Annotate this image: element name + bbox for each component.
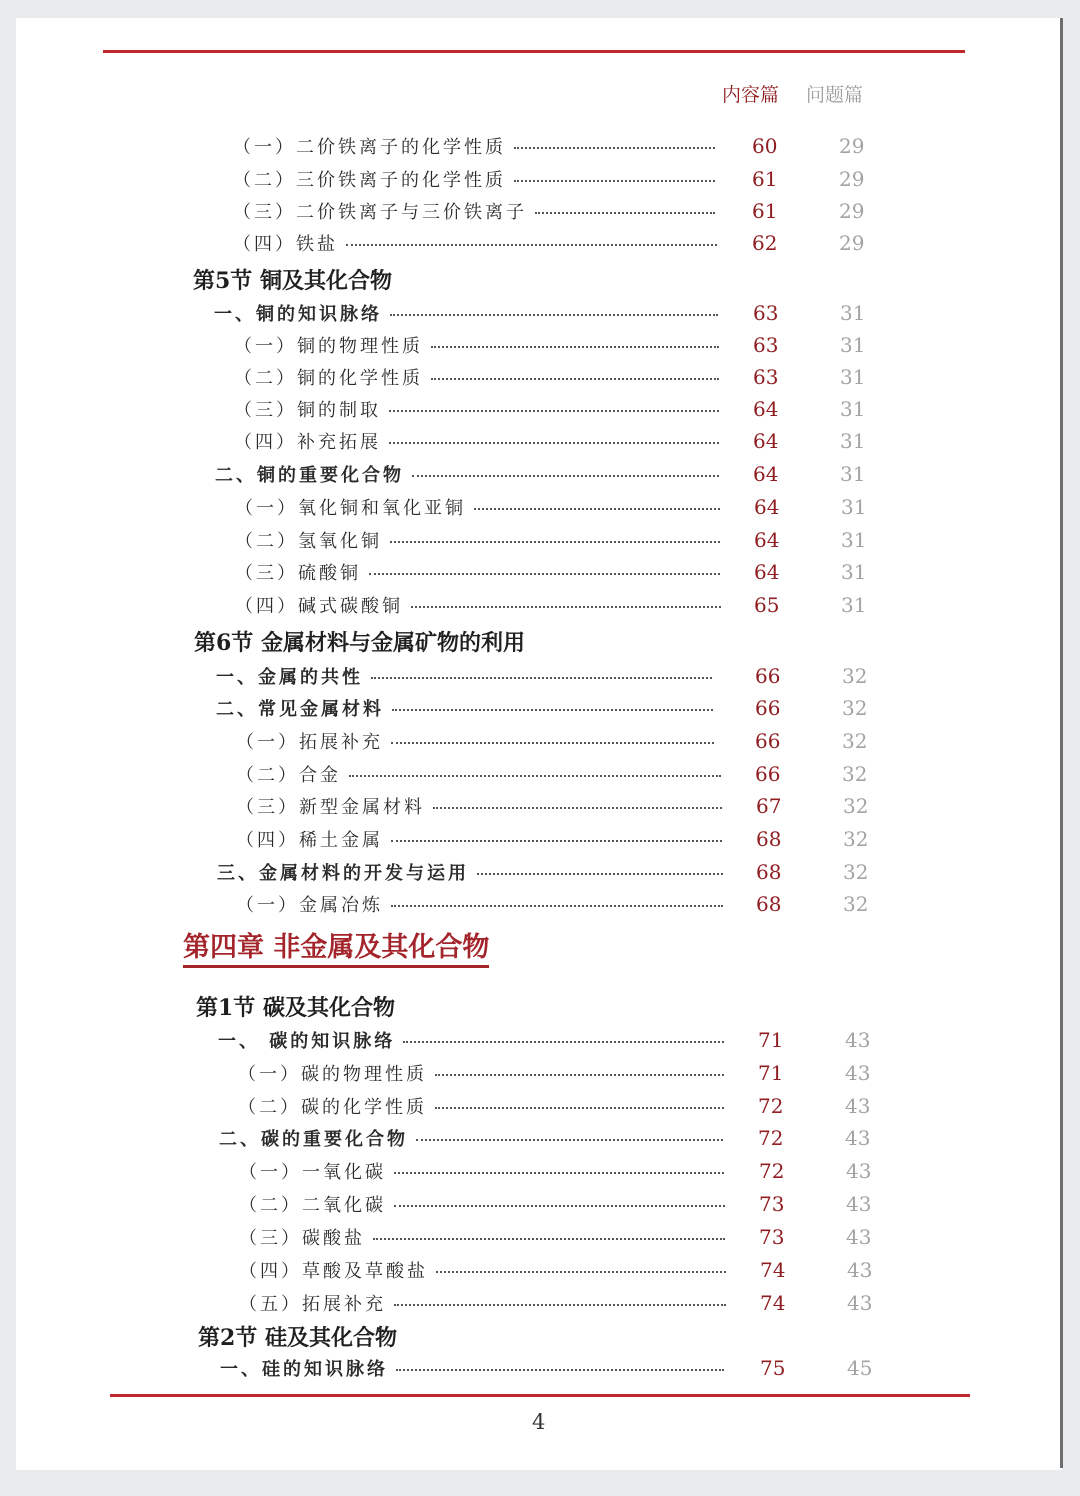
content-page-number: 74 xyxy=(760,1258,786,1282)
problem-page-number: 32 xyxy=(843,860,869,884)
content-page-number: 60 xyxy=(752,134,778,158)
toc-row xyxy=(234,362,727,392)
leader-dots xyxy=(346,244,717,246)
content-page-number: 67 xyxy=(756,794,782,818)
content-page-number: 66 xyxy=(755,664,781,688)
problem-page-number: 43 xyxy=(847,1258,873,1282)
problem-page-number: 32 xyxy=(843,892,869,916)
leader-dots xyxy=(373,1238,725,1240)
toc-row xyxy=(239,1222,733,1252)
toc-entry-label: 二、碳的重要化合物 xyxy=(219,1129,408,1150)
content-page-number: 73 xyxy=(759,1225,785,1249)
content-page-number: 71 xyxy=(758,1028,784,1052)
toc-entry-label: 二、铜的重要化合物 xyxy=(215,465,404,486)
leader-dots xyxy=(394,1172,724,1174)
page-number: 4 xyxy=(532,1410,546,1434)
top-rule xyxy=(103,50,965,53)
problem-page-number: 32 xyxy=(842,664,868,688)
chapter-heading: 第四章 非金属及其化合物 xyxy=(183,925,489,968)
toc-entry-label: （五）拓展补充 xyxy=(239,1294,386,1315)
toc-entry-label: （二）二氧化碳 xyxy=(239,1195,386,1216)
content-page-number: 65 xyxy=(754,593,780,617)
leader-dots xyxy=(349,775,721,777)
content-page-number: 66 xyxy=(755,696,781,720)
content-page-number: 73 xyxy=(759,1192,785,1216)
problem-page-number: 31 xyxy=(841,560,867,584)
toc-row xyxy=(236,824,730,854)
toc-row xyxy=(216,693,721,723)
toc-entry-label: （四）碱式碳酸铜 xyxy=(235,596,403,617)
leader-dots xyxy=(391,905,723,907)
content-page-number: 71 xyxy=(758,1061,784,1085)
toc-row xyxy=(238,1091,732,1121)
content-page-number: 68 xyxy=(756,827,782,851)
bottom-rule xyxy=(110,1394,970,1397)
toc-row xyxy=(214,298,726,328)
toc-entry-label: （四）补充拓展 xyxy=(234,432,381,453)
content-page-number: 64 xyxy=(754,560,780,584)
toc-row xyxy=(217,857,731,887)
column-header-content: 内容篇 xyxy=(722,84,780,106)
toc-row xyxy=(233,131,723,161)
toc-entry-label: （一）二价铁离子的化学性质 xyxy=(233,137,506,158)
problem-page-number: 43 xyxy=(845,1061,871,1085)
toc-row xyxy=(216,661,720,691)
leader-dots xyxy=(514,147,715,149)
toc-row xyxy=(235,492,728,522)
leader-dots xyxy=(436,1271,726,1273)
toc-entry-label: （三）新型金属材料 xyxy=(236,797,425,818)
toc-entry-label: 二、常见金属材料 xyxy=(216,699,384,720)
content-page-number: 66 xyxy=(755,762,781,786)
content-page-number: 64 xyxy=(754,495,780,519)
toc-row xyxy=(233,196,723,226)
content-page-number: 64 xyxy=(753,462,779,486)
toc-row xyxy=(219,1123,731,1153)
leader-dots xyxy=(389,442,719,444)
toc-row xyxy=(235,525,728,555)
toc-entry-label: （一）一氧化碳 xyxy=(239,1162,386,1183)
toc-row xyxy=(236,726,722,756)
leader-dots xyxy=(474,508,720,510)
leader-dots xyxy=(403,1041,724,1043)
section-heading: 第2节 硅及其化合物 xyxy=(198,1325,397,1351)
toc-row xyxy=(234,330,727,360)
toc-row xyxy=(233,228,725,258)
problem-page-number: 31 xyxy=(841,495,867,519)
leader-dots xyxy=(411,606,721,608)
content-page-number: 72 xyxy=(758,1126,784,1150)
problem-page-number: 29 xyxy=(839,134,865,158)
toc-entry-label: （二）合金 xyxy=(236,765,341,786)
content-page-number: 64 xyxy=(753,429,779,453)
problem-page-number: 29 xyxy=(839,167,865,191)
toc-row xyxy=(235,557,728,587)
leader-dots xyxy=(394,1205,725,1207)
leader-dots xyxy=(433,807,722,809)
problem-page-number: 43 xyxy=(846,1225,872,1249)
leader-dots xyxy=(369,573,720,575)
problem-page-number: 32 xyxy=(842,696,868,720)
toc-row xyxy=(215,459,727,489)
toc-entry-label: （二）铜的化学性质 xyxy=(234,368,423,389)
toc-row xyxy=(233,164,723,194)
leader-dots xyxy=(431,346,719,348)
toc-row xyxy=(236,791,730,821)
toc-row xyxy=(235,590,729,620)
toc-entry-label: （三）二价铁离子与三价铁离子 xyxy=(233,202,527,223)
problem-page-number: 31 xyxy=(841,593,867,617)
toc-entry-label: 三、金属材料的开发与运用 xyxy=(217,863,469,884)
section-heading: 第5节 铜及其化合物 xyxy=(193,268,392,294)
leader-dots xyxy=(435,1074,724,1076)
leader-dots xyxy=(396,1369,724,1371)
toc-entry-label: 一、 碳的知识脉络 xyxy=(218,1031,396,1052)
problem-page-number: 32 xyxy=(843,794,869,818)
problem-page-number: 43 xyxy=(845,1094,871,1118)
toc-entry-label: （二）三价铁离子的化学性质 xyxy=(233,170,506,191)
content-page-number: 75 xyxy=(760,1356,786,1380)
toc-entry-label: 一、铜的知识脉络 xyxy=(214,304,382,325)
problem-page-number: 29 xyxy=(839,199,865,223)
content-page-number: 64 xyxy=(753,397,779,421)
toc-row xyxy=(239,1255,734,1285)
content-page-number: 62 xyxy=(752,231,778,255)
leader-dots xyxy=(391,742,714,744)
problem-page-number: 43 xyxy=(847,1291,873,1315)
problem-page-number: 31 xyxy=(840,397,866,421)
problem-page-number: 32 xyxy=(842,762,868,786)
toc-row xyxy=(234,394,727,424)
leader-dots xyxy=(394,1304,726,1306)
toc-entry-label: （一）氧化铜和氧化亚铜 xyxy=(235,498,466,519)
leader-dots xyxy=(535,212,715,214)
toc-entry-label: （三）碳酸盐 xyxy=(239,1228,365,1249)
toc-row xyxy=(220,1353,732,1383)
toc-row xyxy=(239,1189,733,1219)
section-heading: 第1节 碳及其化合物 xyxy=(196,995,395,1021)
toc-entry-label: （四）稀土金属 xyxy=(236,830,383,851)
toc-entry-label: （一）碳的物理性质 xyxy=(238,1064,427,1085)
content-page-number: 63 xyxy=(753,333,779,357)
leader-dots xyxy=(514,180,715,182)
toc-entry-label: （二）碳的化学性质 xyxy=(238,1097,427,1118)
problem-page-number: 31 xyxy=(840,333,866,357)
toc-entry-label: （三）硫酸铜 xyxy=(235,563,361,584)
toc-entry-label: 一、金属的共性 xyxy=(216,667,363,688)
content-page-number: 61 xyxy=(752,199,778,223)
leader-dots xyxy=(416,1139,723,1141)
toc-row xyxy=(239,1288,734,1318)
leader-dots xyxy=(392,709,713,711)
toc-entry-label: （四）铁盐 xyxy=(233,234,338,255)
leader-dots xyxy=(390,541,720,543)
leader-dots xyxy=(371,677,712,679)
content-page-number: 72 xyxy=(758,1094,784,1118)
problem-page-number: 31 xyxy=(841,528,867,552)
toc-entry-label: （一）铜的物理性质 xyxy=(234,336,423,357)
content-page-number: 74 xyxy=(760,1291,786,1315)
problem-page-number: 31 xyxy=(840,462,866,486)
toc-row xyxy=(234,426,727,456)
content-page-number: 72 xyxy=(759,1159,785,1183)
toc-entry-label: （三）铜的制取 xyxy=(234,400,381,421)
problem-page-number: 31 xyxy=(840,365,866,389)
problem-page-number: 32 xyxy=(843,827,869,851)
toc-row xyxy=(239,1156,732,1186)
toc-entry-label: （四）草酸及草酸盐 xyxy=(239,1261,428,1282)
content-page-number: 64 xyxy=(754,528,780,552)
problem-page-number: 32 xyxy=(842,729,868,753)
problem-page-number: 45 xyxy=(847,1356,873,1380)
leader-dots xyxy=(435,1107,724,1109)
page-edge xyxy=(1060,18,1063,1468)
problem-page-number: 43 xyxy=(845,1028,871,1052)
problem-page-number: 43 xyxy=(845,1126,871,1150)
toc-row xyxy=(236,889,731,919)
toc-entry-label: 一、硅的知识脉络 xyxy=(220,1359,388,1380)
content-page-number: 68 xyxy=(756,892,782,916)
content-page-number: 61 xyxy=(752,167,778,191)
leader-dots xyxy=(477,873,723,875)
section-heading: 第6节 金属材料与金属矿物的利用 xyxy=(194,630,525,656)
leader-dots xyxy=(390,314,718,316)
leader-dots xyxy=(389,410,719,412)
content-page-number: 66 xyxy=(755,729,781,753)
problem-page-number: 43 xyxy=(846,1159,872,1183)
column-header-problems: 问题篇 xyxy=(806,84,864,106)
leader-dots xyxy=(412,475,719,477)
problem-page-number: 31 xyxy=(840,301,866,325)
toc-row xyxy=(236,759,729,789)
toc-entry-label: （一）金属冶炼 xyxy=(236,895,383,916)
content-page-number: 68 xyxy=(756,860,782,884)
problem-page-number: 29 xyxy=(839,231,865,255)
leader-dots xyxy=(431,378,719,380)
problem-page-number: 43 xyxy=(846,1192,872,1216)
leader-dots xyxy=(391,840,722,842)
toc-row xyxy=(238,1058,732,1088)
toc-row xyxy=(218,1025,732,1055)
problem-page-number: 31 xyxy=(840,429,866,453)
toc-entry-label: （二）氢氧化铜 xyxy=(235,531,382,552)
toc-entry-label: （一）拓展补充 xyxy=(236,732,383,753)
content-page-number: 63 xyxy=(753,301,779,325)
content-page-number: 63 xyxy=(753,365,779,389)
